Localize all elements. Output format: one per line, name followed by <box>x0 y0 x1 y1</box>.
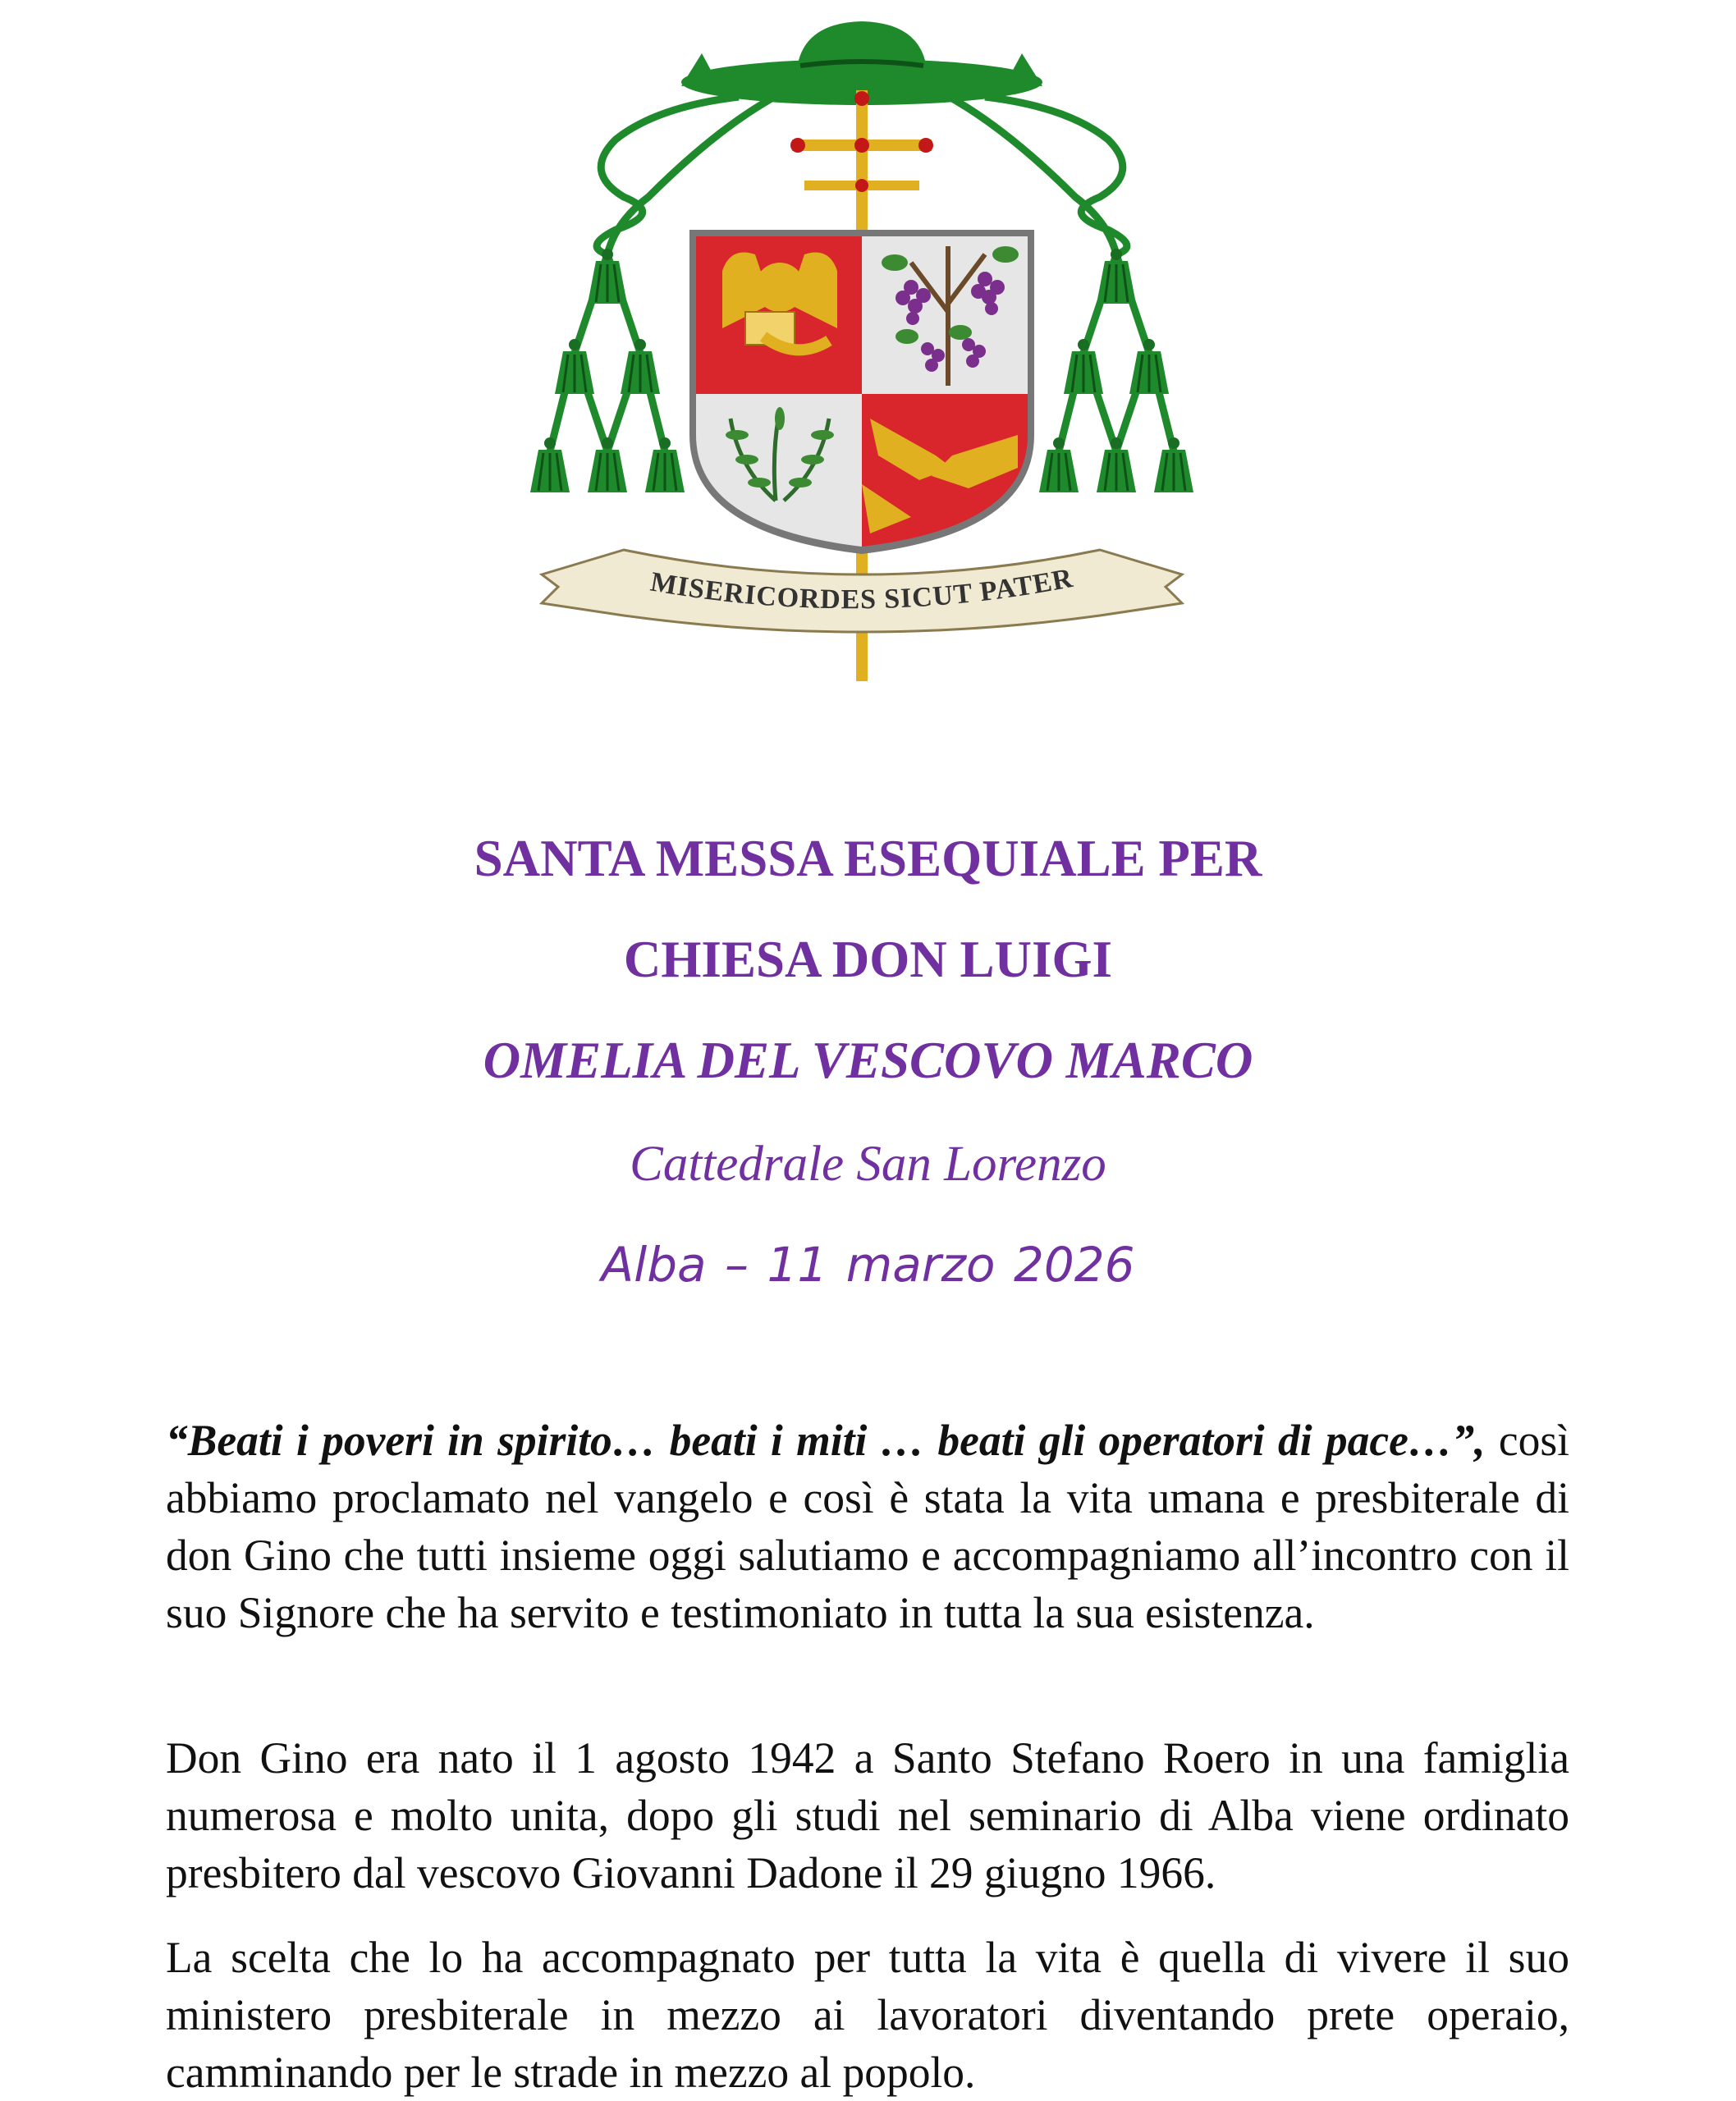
title-line-1: SANTA MESSA ESEQUIALE PER <box>474 830 1262 887</box>
title-line-3: OMELIA DEL VESCOVO MARCO <box>483 1032 1253 1089</box>
gospel-quote: “Beati i poveri in spirito… beati i miti … beati gli operatori di pace…”, <box>166 1416 1486 1465</box>
date-line: Alba – 11 marzo 2026 <box>601 1237 1135 1293</box>
shield <box>689 230 1034 558</box>
title-line-2: CHIESA DON LUIGI <box>623 931 1113 988</box>
place-line: Cattedrale San Lorenzo <box>630 1137 1106 1192</box>
paragraph-1-text: così abbiamo proclamato nel vangelo e così è stata la vita umana e presbiterale di don Gino che tutti insieme oggi salutiamo e accompagniamo all’incontro con il suo Signore che ha servito e testimoniato in tutta la sua esistenza. <box>166 1416 1570 1637</box>
paragraph-3: La scelta che lo ha accompagnato per tutta la vita è quella di vivere il suo ministero presbiterale in mezzo ai lavoratori diventando prete operaio, camminando per le strade in mezzo al popolo. <box>166 1933 1569 2097</box>
paragraph-2: Don Gino era nato il 1 agosto 1942 a Santo Stefano Roero in una famiglia numerosa e molto unita, dopo gli studi nel seminario di Alba viene ordinato presbitero dal vescovo Giovanni Dadone il 29 giugno 1966. <box>166 1733 1569 1897</box>
motto-text: MISERICORDES SICUT PATER <box>648 562 1076 616</box>
paragraph-1 <box>166 1412 1569 1641</box>
coat-of-arms <box>525 8 1198 714</box>
